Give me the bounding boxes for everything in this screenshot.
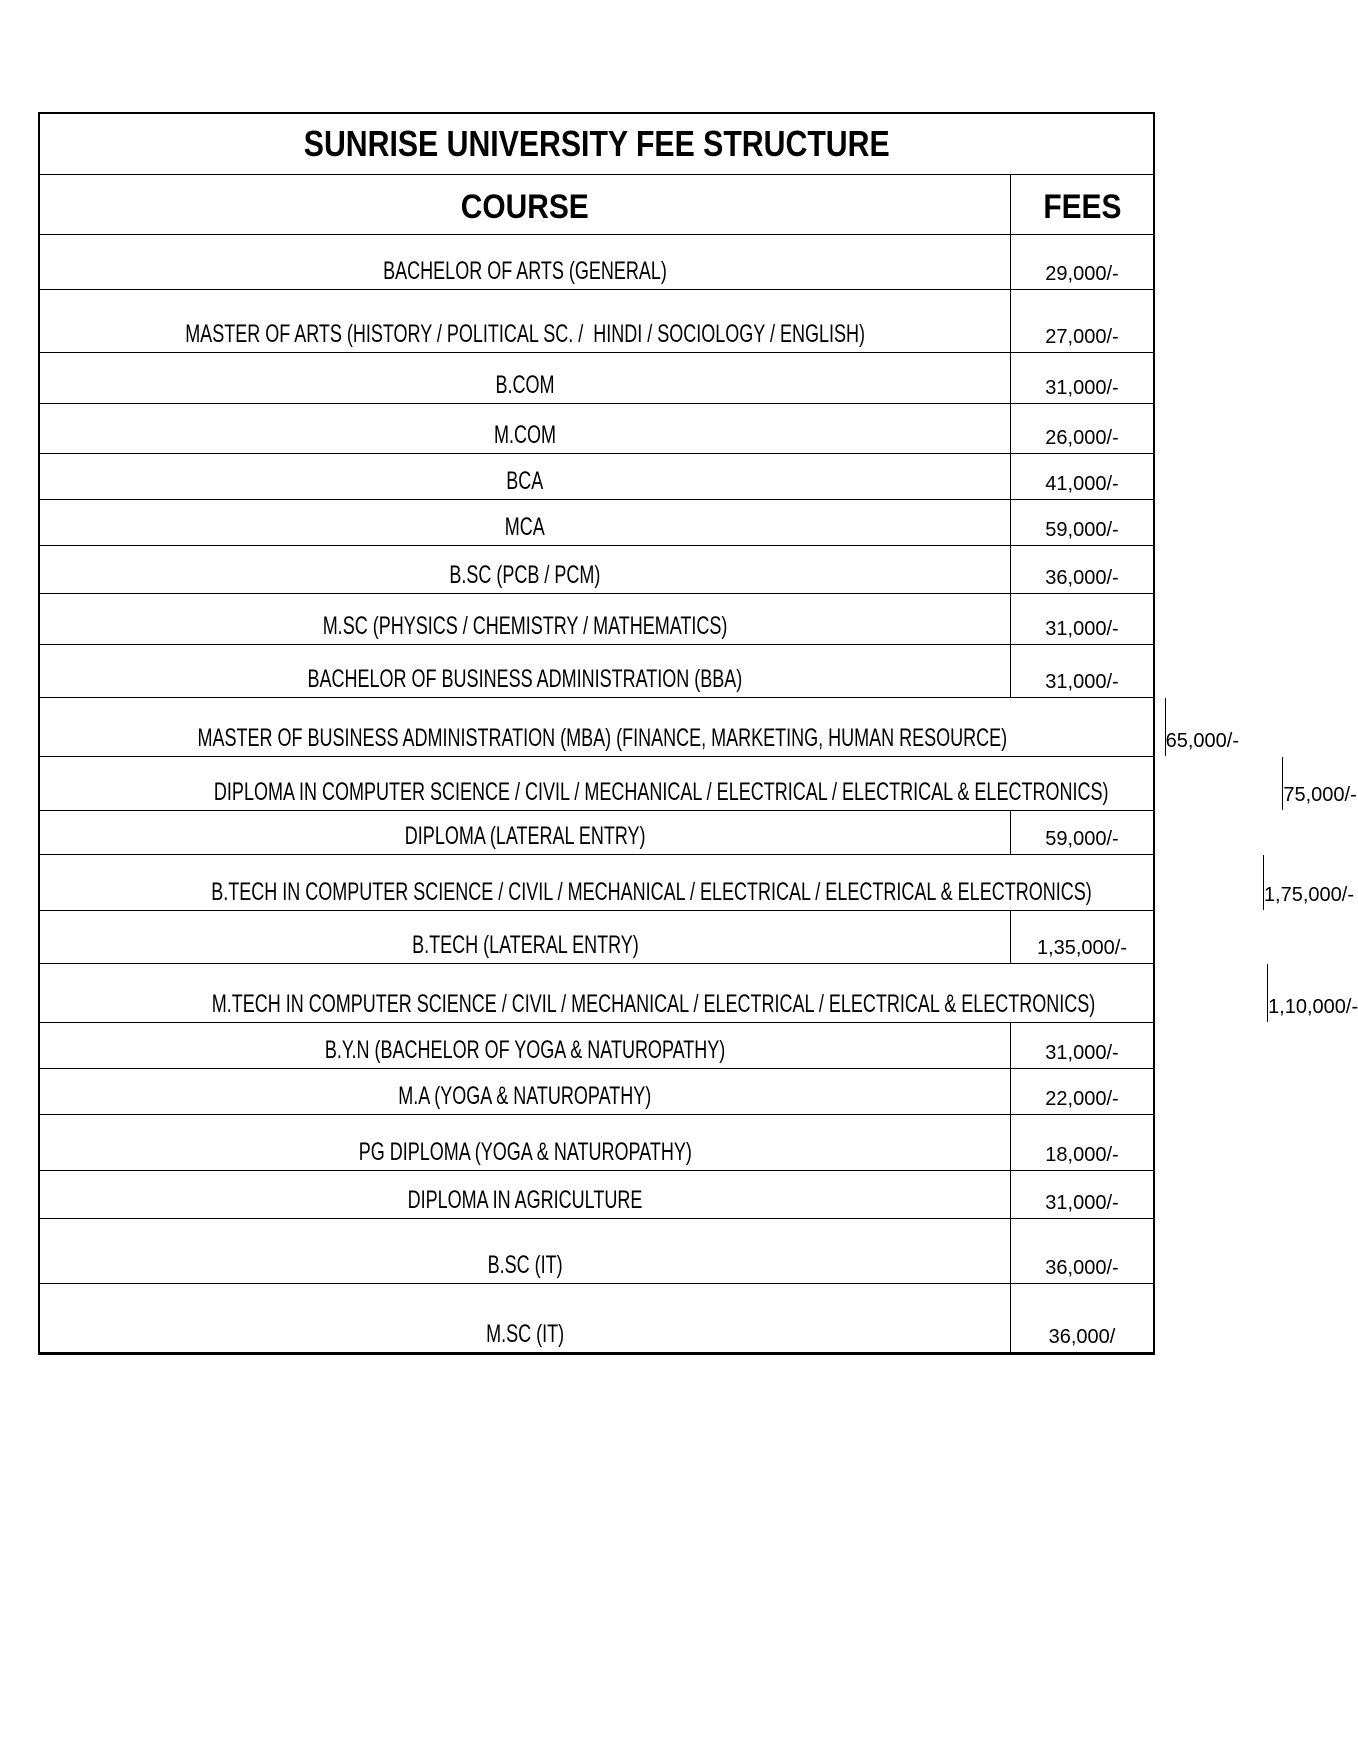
- course-cell: [40, 1171, 1011, 1218]
- fee-cell: [1264, 855, 1354, 910]
- fee-cell: [1011, 404, 1153, 453]
- course-cell: [40, 353, 1011, 403]
- fee-value: 1,10,000/-: [1268, 996, 1358, 1018]
- table-row: [40, 352, 1153, 403]
- table-row: [40, 1068, 1153, 1114]
- fee-value: 1,75,000/-: [1263, 884, 1354, 906]
- table-row: [40, 453, 1153, 499]
- fee-cell: [1011, 1284, 1153, 1352]
- column-header-fees: [1011, 175, 1153, 234]
- course-name: MCA: [504, 513, 546, 541]
- table-row: [40, 1114, 1153, 1170]
- table-row: [40, 1170, 1153, 1218]
- course-cell: [40, 698, 1166, 756]
- fee-value: 75,000/-: [1283, 784, 1357, 806]
- course-name: B.Y.N (BACHELOR OF YOGA & NATUROPATHY): [324, 1036, 726, 1064]
- course-name: BACHELOR OF ARTS (GENERAL): [383, 257, 667, 285]
- table-title-row: [40, 114, 1153, 174]
- course-name: DIPLOMA IN COMPUTER SCIENCE / CIVIL / MECHANICAL / ELECTRICAL / ELECTRICAL & ELECTRONICS): [213, 778, 1109, 806]
- table-row: [40, 1022, 1153, 1068]
- course-name: M.SC (PHYSICS / CHEMISTRY / MATHEMATICS): [322, 612, 728, 640]
- fees-header-label: FEES: [1042, 188, 1122, 226]
- table-body: [40, 234, 1358, 1352]
- fee-cell: [1268, 964, 1358, 1022]
- fee-cell: [1011, 1023, 1153, 1068]
- fee-cell: [1011, 911, 1153, 963]
- table-row: [40, 593, 1153, 644]
- table-row: [40, 545, 1153, 593]
- course-name: M.COM: [493, 421, 556, 449]
- course-cell: [40, 645, 1011, 697]
- course-cell: [40, 546, 1011, 593]
- course-cell: [40, 811, 1011, 854]
- fee-value: 59,000/-: [1045, 828, 1119, 850]
- fee-cell: [1011, 353, 1153, 403]
- course-name: B.TECH IN COMPUTER SCIENCE / CIVIL / MECHANICAL / ELECTRICAL / ELECTRICAL & ELECTRONICS): [211, 878, 1092, 906]
- course-cell: [40, 290, 1011, 352]
- fee-value: 1,35,000/-: [1036, 937, 1128, 959]
- course-header-label: COURSE: [460, 188, 590, 226]
- course-cell: [40, 911, 1011, 963]
- table-row: [40, 1283, 1153, 1352]
- fee-value: 27,000/-: [1045, 326, 1119, 348]
- fee-value: 36,000/: [1048, 1326, 1116, 1348]
- fee-value: 36,000/-: [1045, 567, 1119, 589]
- course-cell: [40, 1069, 1011, 1114]
- course-cell: [40, 404, 1011, 453]
- course-name: MASTER OF ARTS (HISTORY / POLITICAL SC. / HINDI / SOCIOLOGY / ENGLISH): [185, 320, 865, 348]
- fee-cell: [1011, 1219, 1153, 1283]
- fee-value: 36,000/-: [1045, 1257, 1119, 1279]
- fee-cell: [1011, 235, 1153, 289]
- table-row: [40, 910, 1153, 963]
- fee-value: 31,000/-: [1045, 377, 1119, 399]
- course-cell: [40, 1219, 1011, 1283]
- fee-cell: [1283, 757, 1356, 810]
- course-name: M.A (YOGA & NATUROPATHY): [398, 1082, 652, 1110]
- fee-cell: [1011, 290, 1153, 352]
- course-cell: [40, 964, 1268, 1022]
- table-row: [40, 234, 1153, 289]
- fee-value: 26,000/-: [1045, 427, 1119, 449]
- column-header-course: [40, 175, 1011, 234]
- fee-cell: [1011, 594, 1153, 644]
- course-cell: [40, 1115, 1011, 1170]
- fee-value: 31,000/-: [1045, 1042, 1119, 1064]
- fee-cell: [1011, 1069, 1153, 1114]
- table-header-row: [40, 174, 1153, 234]
- course-name: M.TECH IN COMPUTER SCIENCE / CIVIL / MECHANICAL / ELECTRICAL / ELECTRICAL & ELECTRONICS): [211, 990, 1096, 1018]
- fee-value: 65,000/-: [1165, 730, 1239, 752]
- course-name: B.SC (IT): [487, 1251, 563, 1279]
- course-cell: [40, 454, 1011, 499]
- course-name: B.SC (PCB / PCM): [449, 561, 601, 589]
- table-title: SUNRISE UNIVERSITY FEE STRUCTURE: [303, 123, 890, 164]
- course-cell: [40, 235, 1011, 289]
- course-cell: [40, 1023, 1011, 1068]
- table-row: [40, 289, 1153, 352]
- course-name: BACHELOR OF BUSINESS ADMINISTRATION (BBA): [307, 665, 743, 693]
- course-name: BCA: [506, 467, 544, 495]
- fee-cell: [1011, 811, 1153, 854]
- table-row: [40, 644, 1153, 697]
- table-row: [40, 810, 1153, 854]
- course-cell: [40, 1284, 1011, 1352]
- table-row: [40, 854, 1354, 910]
- fee-value: 41,000/-: [1045, 473, 1119, 495]
- fee-value: 31,000/-: [1045, 1192, 1119, 1214]
- fee-value: 29,000/-: [1045, 263, 1119, 285]
- table-row: [40, 963, 1358, 1022]
- fee-value: 31,000/-: [1045, 671, 1119, 693]
- course-name: DIPLOMA IN AGRICULTURE: [407, 1186, 643, 1214]
- course-cell: [40, 855, 1264, 910]
- fee-value: 59,000/-: [1045, 519, 1119, 541]
- table-row: [40, 499, 1153, 545]
- course-name: B.TECH (LATERAL ENTRY): [411, 931, 639, 959]
- fee-cell: [1011, 500, 1153, 545]
- table-row: [40, 756, 1357, 810]
- course-cell: [40, 500, 1011, 545]
- fee-value: 31,000/-: [1045, 618, 1119, 640]
- fee-cell: [1011, 454, 1153, 499]
- fee-cell: [1011, 645, 1153, 697]
- fee-cell: [1011, 546, 1153, 593]
- fee-value: 18,000/-: [1045, 1144, 1119, 1166]
- course-name: MASTER OF BUSINESS ADMINISTRATION (MBA) (FINANCE, MARKETING, HUMAN RESOURCE): [197, 724, 1008, 752]
- course-cell: [40, 757, 1283, 810]
- table-row: [40, 1218, 1153, 1283]
- course-cell: [40, 594, 1011, 644]
- course-name: B.COM: [495, 371, 555, 399]
- table-row: [40, 697, 1239, 756]
- fee-value: 22,000/-: [1045, 1088, 1119, 1110]
- course-name: DIPLOMA (LATERAL ENTRY): [404, 822, 646, 850]
- fee-cell: [1166, 698, 1239, 756]
- course-name: PG DIPLOMA (YOGA & NATUROPATHY): [358, 1138, 692, 1166]
- course-name: M.SC (IT): [485, 1320, 564, 1348]
- fee-cell: [1011, 1171, 1153, 1218]
- fee-cell: [1011, 1115, 1153, 1170]
- fee-structure-table: [38, 112, 1358, 1355]
- table-row: [40, 403, 1153, 453]
